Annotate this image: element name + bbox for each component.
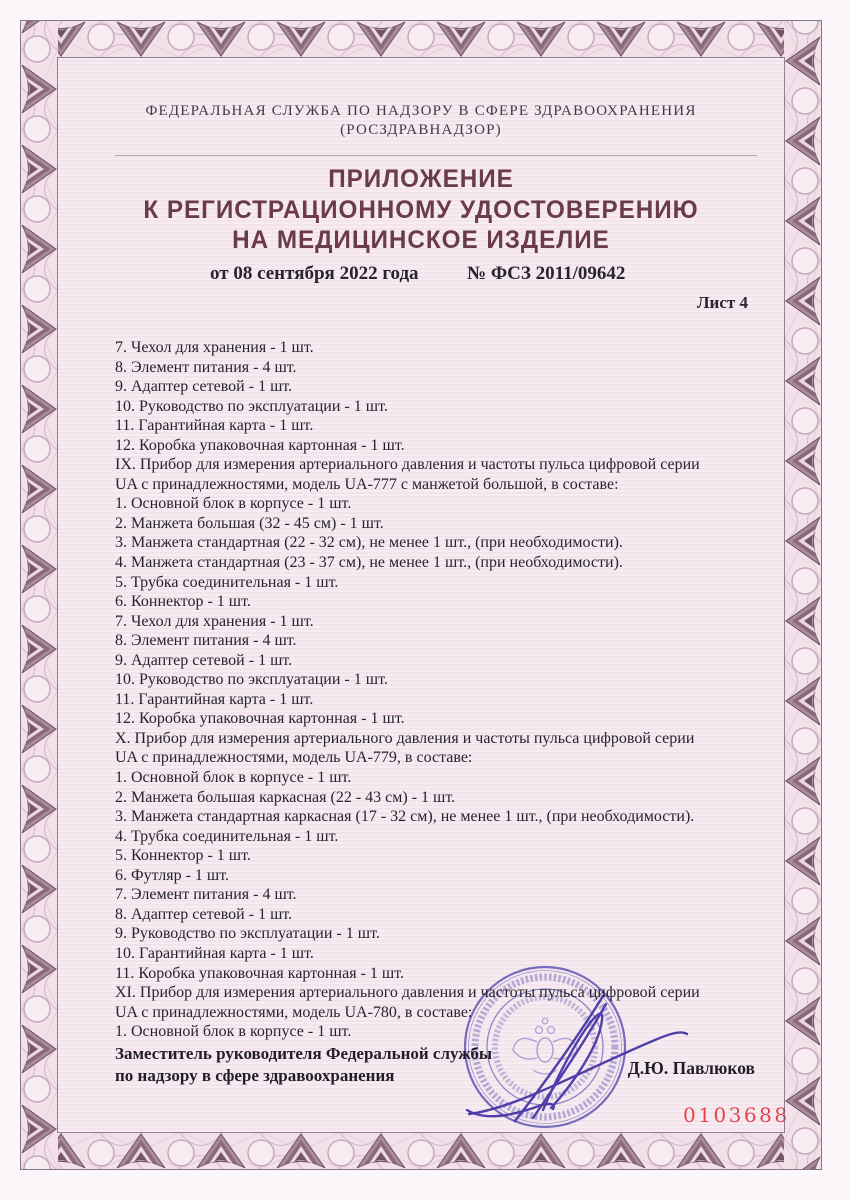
form-serial-number: 0103688 — [683, 1103, 790, 1127]
document-text-line: X. Прибор для измерения артериального давления и частоты пульса цифровой серии — [115, 729, 695, 747]
signer-title — [115, 1043, 492, 1086]
signer-title-line-1: Заместитель руководителя Федеральной службы — [115, 1044, 493, 1063]
document-text-line: 7. Чехол для хранения - 1 шт. — [115, 339, 314, 356]
document-text-line: 4. Трубка соединительная - 1 шт. — [115, 827, 339, 845]
document-text-line: 1. Основной блок в корпусе - 1 шт. — [115, 769, 352, 787]
document-title — [69, 164, 773, 256]
document-text-line: 11. Гарантийная карта - 1 шт. — [115, 417, 314, 435]
document-text-line: XI. Прибор для измерения артериального давления и частоты пульса цифровой серии — [115, 984, 700, 1002]
document-text-line: 10. Руководство по эксплуатации - 1 шт. — [115, 397, 388, 415]
document-text-line: 4. Манжета стандартная (23 - 37 см), не менее 1 шт., (при необходимости). — [115, 554, 623, 572]
document-text-line: 12. Коробка упаковочная картонная - 1 шт. — [115, 436, 405, 454]
document-text-line: 6. Футляр - 1 шт. — [115, 866, 230, 884]
guilloche-border-top — [21, 21, 821, 58]
signer-name: Д.Ю. Павлюков — [627, 1058, 755, 1078]
signer-title-line-2: по надзору в сфере здравоохранения — [115, 1065, 395, 1085]
document-text-line: UA с принадлежностями, модель UA-780, в составе: — [115, 1003, 473, 1021]
document-text-line: 6. Коннектор - 1 шт. — [115, 593, 251, 611]
document-text-line: 11. Коробка упаковочная картонная - 1 шт. — [115, 964, 405, 982]
document-text-line: 5. Коннектор - 1 шт. — [115, 847, 251, 865]
document-text-line: 1. Основной блок в корпусе - 1 шт. — [115, 1023, 352, 1041]
document-text-line: 3. Манжета стандартная каркасная (17 - 32 см), не менее 1 шт., (при необходимости). — [115, 808, 695, 826]
document-body — [58, 58, 790, 1132]
document-text-line: 2. Манжета большая (32 - 45 см) - 1 шт. — [115, 514, 384, 532]
document-text-line: 3. Манжета стандартная (22 - 32 см), не менее 1 шт., (при необходимости). — [115, 534, 623, 552]
registration-number: № ФСЗ 2011/09642 — [467, 263, 626, 284]
document-text-line: 12. Коробка упаковочная картонная - 1 шт. — [115, 710, 405, 728]
document-text-line: 1. Основной блок в корпусе - 1 шт. — [115, 495, 352, 513]
document-text-line: 11. Гарантийная карта - 1 шт. — [115, 690, 314, 708]
sheet-number: Лист 4 — [696, 293, 748, 312]
issue-date: от 08 сентября 2022 года — [210, 263, 419, 284]
document-text-line: 2. Манжета большая каркасная (22 - 43 см) - 1 шт. — [115, 788, 456, 806]
authority-name: ФЕДЕРАЛЬНАЯ СЛУЖБА ПО НАДЗОРУ В СФЕРЕ ЗДРАВООХРАНЕНИЯ — [145, 103, 697, 119]
document-text-line: 10. Руководство по эксплуатации - 1 шт. — [115, 671, 388, 689]
header-divider-line — [115, 155, 757, 156]
document-text-line: 9. Руководство по эксплуатации - 1 шт. — [115, 925, 380, 943]
document-text-line: 9. Адаптер сетевой - 1 шт. — [115, 378, 293, 396]
guilloche-border-left — [21, 21, 58, 1169]
document-text-line: 8. Элемент питания - 4 шт. — [115, 358, 297, 376]
title-line-3: НА МЕДИЦИНСКОЕ ИЗДЕЛИЕ — [232, 226, 610, 254]
document-text-line: 5. Трубка соединительная - 1 шт. — [115, 573, 339, 591]
document-text-line: 7. Элемент питания - 4 шт. — [115, 886, 297, 904]
document-text-line: 8. Адаптер сетевой - 1 шт. — [115, 905, 293, 923]
document-text-line: UA с принадлежностями, модель UA-779, в составе: — [115, 749, 473, 767]
document-text-line: 9. Адаптер сетевой - 1 шт. — [115, 651, 293, 669]
title-line-2: К РЕГИСТРАЦИОННОМУ УДОСТОВЕРЕНИЮ — [143, 195, 699, 224]
document-text-line: 7. Чехол для хранения - 1 шт. — [115, 612, 314, 630]
date-number-row — [58, 263, 784, 287]
guilloche-border-bottom — [21, 1132, 821, 1169]
authority-short-name: (РОСЗДРАВНАДЗОР) — [340, 122, 502, 138]
issuing-authority — [58, 102, 784, 140]
document-text-line: 10. Гарантийная карта - 1 шт. — [115, 944, 314, 962]
title-line-1: ПРИЛОЖЕНИЕ — [328, 165, 514, 193]
document-text-line: UA с принадлежностями, модель UA-777 с манжетой большой, в составе: — [115, 475, 619, 493]
guilloche-border-right — [784, 21, 821, 1169]
document-text-line: IX. Прибор для измерения артериального давления и частоты пульса цифровой серии — [115, 456, 700, 474]
items-list — [115, 338, 770, 1042]
document-text-line: 8. Элемент питания - 4 шт. — [115, 632, 297, 650]
